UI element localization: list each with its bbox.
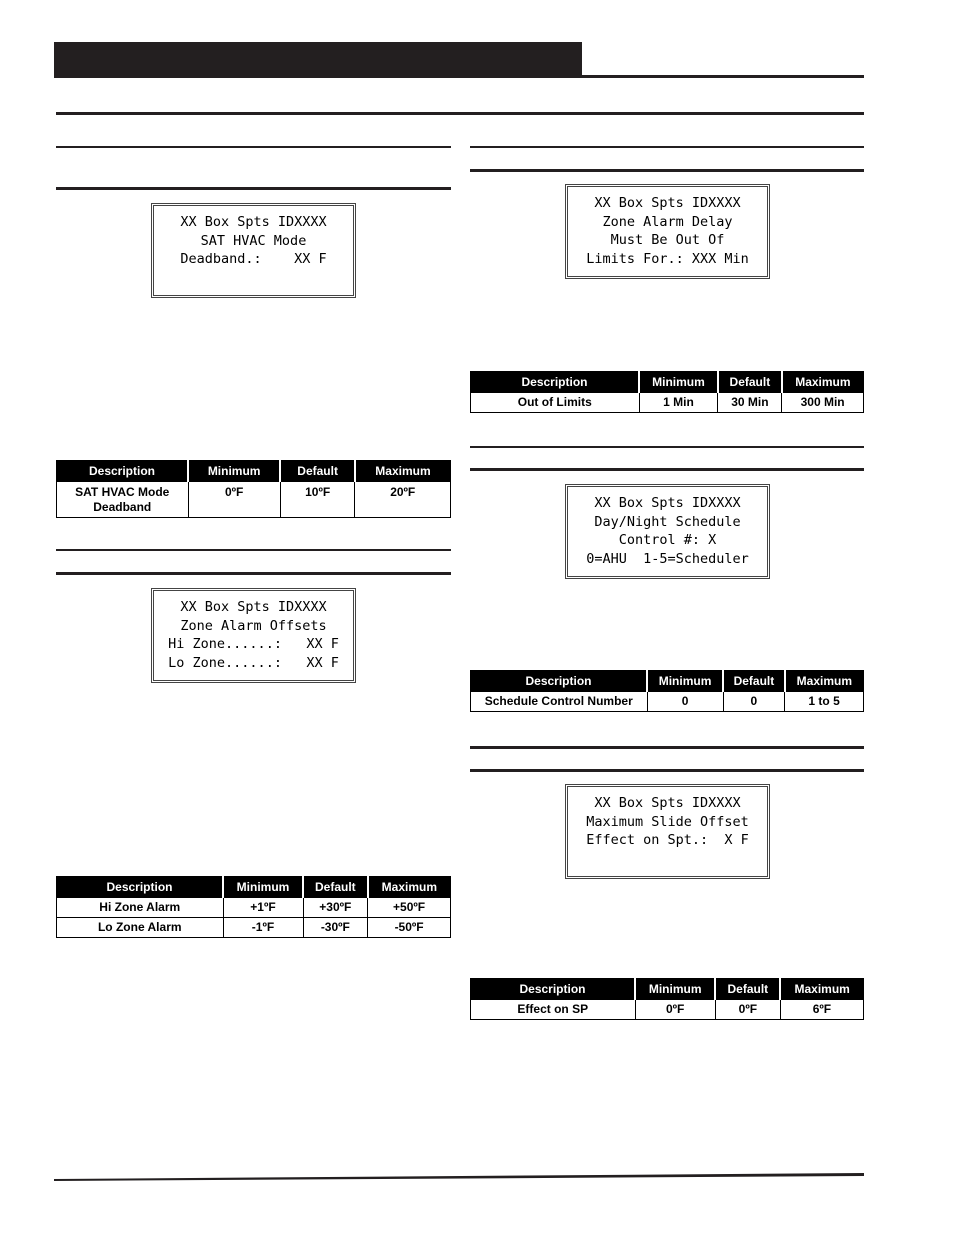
col-header: Minimum [188,461,280,482]
table-cell: 300 Min [782,393,864,413]
lcd-line: Lo Zone......: XX F [168,655,339,672]
col-header: Maximum [355,461,451,482]
lcd-line: Zone Alarm Delay [602,213,733,230]
col-header: Description [57,877,224,898]
table-cell: 0 [647,692,723,712]
col-header: Description [471,372,640,393]
section-rule-bottom [56,187,451,190]
lcd-line: Limits For.: XXX Min [586,251,749,268]
lcd-max-slide-offset [565,784,770,879]
lcd-line: XX Box Spts IDXXXX [594,495,741,511]
table-cell: 10ºF [280,482,355,518]
col-header: Default [280,461,355,482]
table-cell: SAT HVAC Mode Deadband [57,482,189,518]
col-header: Default [303,877,368,898]
table-row [57,482,451,518]
table-cell: -30ºF [303,918,368,938]
lcd-line: Effect on Spt.: X F [586,832,749,849]
header-bar [54,42,582,78]
zone-alarm-offsets-table [56,876,451,938]
section-rule-top [470,446,864,448]
col-header: Minimum [647,671,723,692]
table-row [57,918,451,938]
lcd-line: Control #: X [618,532,717,549]
col-header: Description [471,671,648,692]
table-cell: 0ºF [188,482,280,518]
table-cell: +1ºF [223,898,303,918]
section-rule-top [56,146,451,148]
col-header: Minimum [635,979,715,1000]
table-cell: Effect on SP [471,1000,636,1020]
lcd-line: XX Box Spts IDXXXX [594,195,741,211]
zone-alarm-delay-table [470,371,864,413]
section-rule-bottom [470,468,864,471]
lcd-line: Maximum Slide Offset [586,813,749,830]
col-header: Description [57,461,189,482]
table-cell: 1 to 5 [785,692,864,712]
table-cell: 0 [723,692,785,712]
col-header: Default [723,671,785,692]
table-cell: Hi Zone Alarm [57,898,224,918]
col-header: Maximum [782,372,864,393]
lcd-sat-hvac-mode [151,203,356,298]
col-header: Minimum [639,372,718,393]
table-cell: 0ºF [635,1000,715,1020]
section-rule-bottom [470,769,864,772]
col-header: Default [718,372,782,393]
lcd-zone-alarm-delay [565,184,770,279]
max-slide-offset-table [470,978,864,1020]
table-cell: 30 Min [718,393,782,413]
lcd-line: XX Box Spts IDXXXX [180,214,327,230]
footer-rule [54,1170,866,1182]
lcd-line: 0=AHU 1-5=Scheduler [586,551,749,568]
table-cell: 6ºF [780,1000,863,1020]
table-cell: 1 Min [639,393,718,413]
table-cell: +30ºF [303,898,368,918]
table-row [471,1000,864,1020]
col-header: Description [471,979,636,1000]
table-cell: -1ºF [223,918,303,938]
table-cell: -50ºF [368,918,451,938]
lcd-line: Zone Alarm Offsets [180,617,327,634]
table-cell: +50ºF [368,898,451,918]
lcd-line: Day/Night Schedule [594,513,741,530]
table-cell: Schedule Control Number [471,692,648,712]
day-night-schedule-table [470,670,864,712]
section-rule-bottom [470,169,864,172]
header-rule [54,75,864,78]
lcd-zone-alarm-offsets [151,588,356,683]
table-cell: Out of Limits [471,393,640,413]
lcd-line: Must Be Out Of [610,232,725,249]
section-rule-top [470,746,864,749]
lcd-line: SAT HVAC Mode [200,232,307,249]
section-rule-bottom [56,572,451,575]
table-cell: Lo Zone Alarm [57,918,224,938]
section-rule-top [56,549,451,551]
col-header: Minimum [223,877,303,898]
table-row [57,898,451,918]
lcd-line: Hi Zone......: XX F [168,636,339,653]
lcd-line: Deadband.: XX F [180,251,327,268]
col-header: Default [715,979,780,1000]
table-cell: 20ºF [355,482,451,518]
table-cell: 0ºF [715,1000,780,1020]
lcd-line: XX Box Spts IDXXXX [180,599,327,615]
col-header: Maximum [780,979,863,1000]
lcd-day-night-schedule [565,484,770,579]
lcd-line: XX Box Spts IDXXXX [594,795,741,811]
sat-hvac-mode-table [56,460,451,518]
section-rule-top [470,146,864,148]
table-row [471,692,864,712]
col-header: Maximum [368,877,451,898]
table-row [471,393,864,413]
col-header: Maximum [785,671,864,692]
top-rule [56,112,864,115]
